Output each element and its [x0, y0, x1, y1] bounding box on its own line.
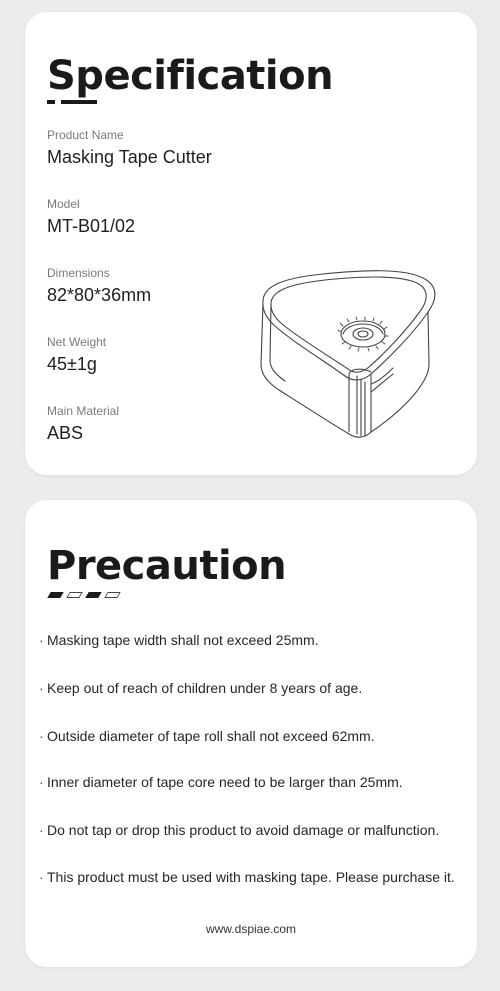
bullet-icon: · [39, 728, 44, 744]
bullet-icon: · [39, 869, 44, 885]
net-weight-label: Net Weight [47, 335, 107, 349]
precaution-item: · This product must be used with masking tape. Please purchase it. [39, 869, 455, 885]
bullet-icon: · [39, 774, 44, 790]
dimensions-label: Dimensions [47, 266, 110, 280]
precaution-item: · Outside diameter of tape roll shall not exceed 62mm. [39, 728, 375, 744]
main-material-value: ABS [47, 423, 84, 443]
precaution-item: · Inner diameter of tape core need to be larger than 25mm. [39, 774, 403, 790]
precaution-item: · Keep out of reach of children under 8 years of age. [39, 680, 363, 696]
precaution-item: · Masking tape width shall not exceed 25mm. [39, 632, 319, 648]
product-name-value: Masking Tape Cutter [47, 147, 212, 167]
specification-card [25, 12, 477, 475]
precaution-item: · Do not tap or drop this product to avoid damage or malfunction. [39, 822, 440, 838]
slanted-boxes-icon [47, 592, 167, 600]
specification-title: Specification [47, 53, 334, 99]
precaution-card [25, 500, 477, 967]
bullet-icon: · [39, 632, 44, 648]
dimensions-value: 82*80*36mm [47, 285, 152, 305]
model-label: Model [47, 197, 80, 211]
bullet-icon: · [39, 822, 44, 838]
main-material-label: Main Material [47, 404, 120, 418]
net-weight-value: 45±1g [47, 354, 97, 374]
product-name-label: Product Name [47, 128, 124, 142]
website-link[interactable]: www.dspiae.com [205, 922, 297, 936]
model-value: MT-B01/02 [47, 216, 136, 236]
precaution-title: Precaution [47, 543, 287, 589]
bullet-icon: · [39, 680, 44, 696]
tape-cutter-illustration-icon [253, 264, 443, 454]
title-underline-icon [47, 100, 107, 104]
